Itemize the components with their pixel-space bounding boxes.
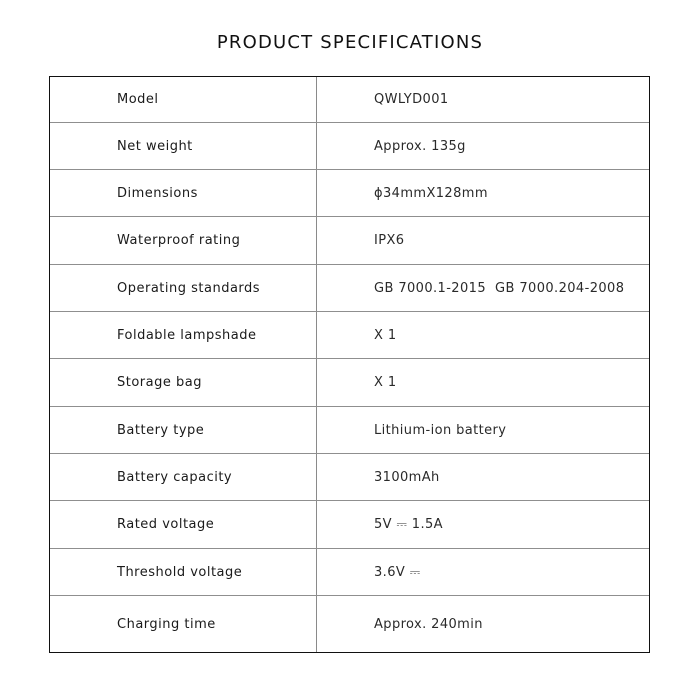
spec-label: Battery type [117,422,205,438]
table-row [50,265,649,312]
spec-value: Approx. 135g [374,138,466,154]
table-row [50,549,649,596]
table-row [50,77,649,123]
spec-value: X 1 [374,375,397,390]
spec-label: Storage bag [117,375,202,390]
spec-value: 5V ⎓ 1.5A [374,517,443,532]
table-row [50,170,649,217]
table-row [50,217,649,265]
table-row [50,312,649,359]
spec-label: Model [117,92,159,107]
table-row [50,359,649,407]
spec-label: Rated voltage [117,517,215,532]
page-title: PRODUCT SPECIFICATIONS [216,32,484,53]
spec-label: Battery capacity [117,469,233,485]
spec-label: Foldable lampshade [117,327,257,343]
spec-label: Dimensions [117,185,198,201]
spec-value: X 1 [374,327,397,343]
spec-label: Waterproof rating [117,233,241,248]
spec-value: ϕ34mmX128mm [374,185,488,201]
spec-value: QWLYD001 [374,92,449,107]
table-row [50,501,649,549]
table-row [50,596,649,652]
spec-value: GB 7000.1-2015 GB 7000.204-2008 [374,280,625,296]
table-row [50,454,649,501]
table-row [50,407,649,454]
spec-value: Lithium-ion battery [374,422,507,438]
specifications-table [49,76,650,653]
spec-label: Threshold voltage [117,564,243,580]
spec-label: Operating standards [117,280,261,296]
spec-value: 3.6V ⎓ [374,564,421,580]
spec-label: Charging time [117,616,216,632]
spec-value: 3100mAh [374,469,440,485]
table-row [50,123,649,170]
spec-value: IPX6 [374,233,405,248]
spec-label: Net weight [117,138,193,154]
spec-value: Approx. 240min [374,616,483,632]
